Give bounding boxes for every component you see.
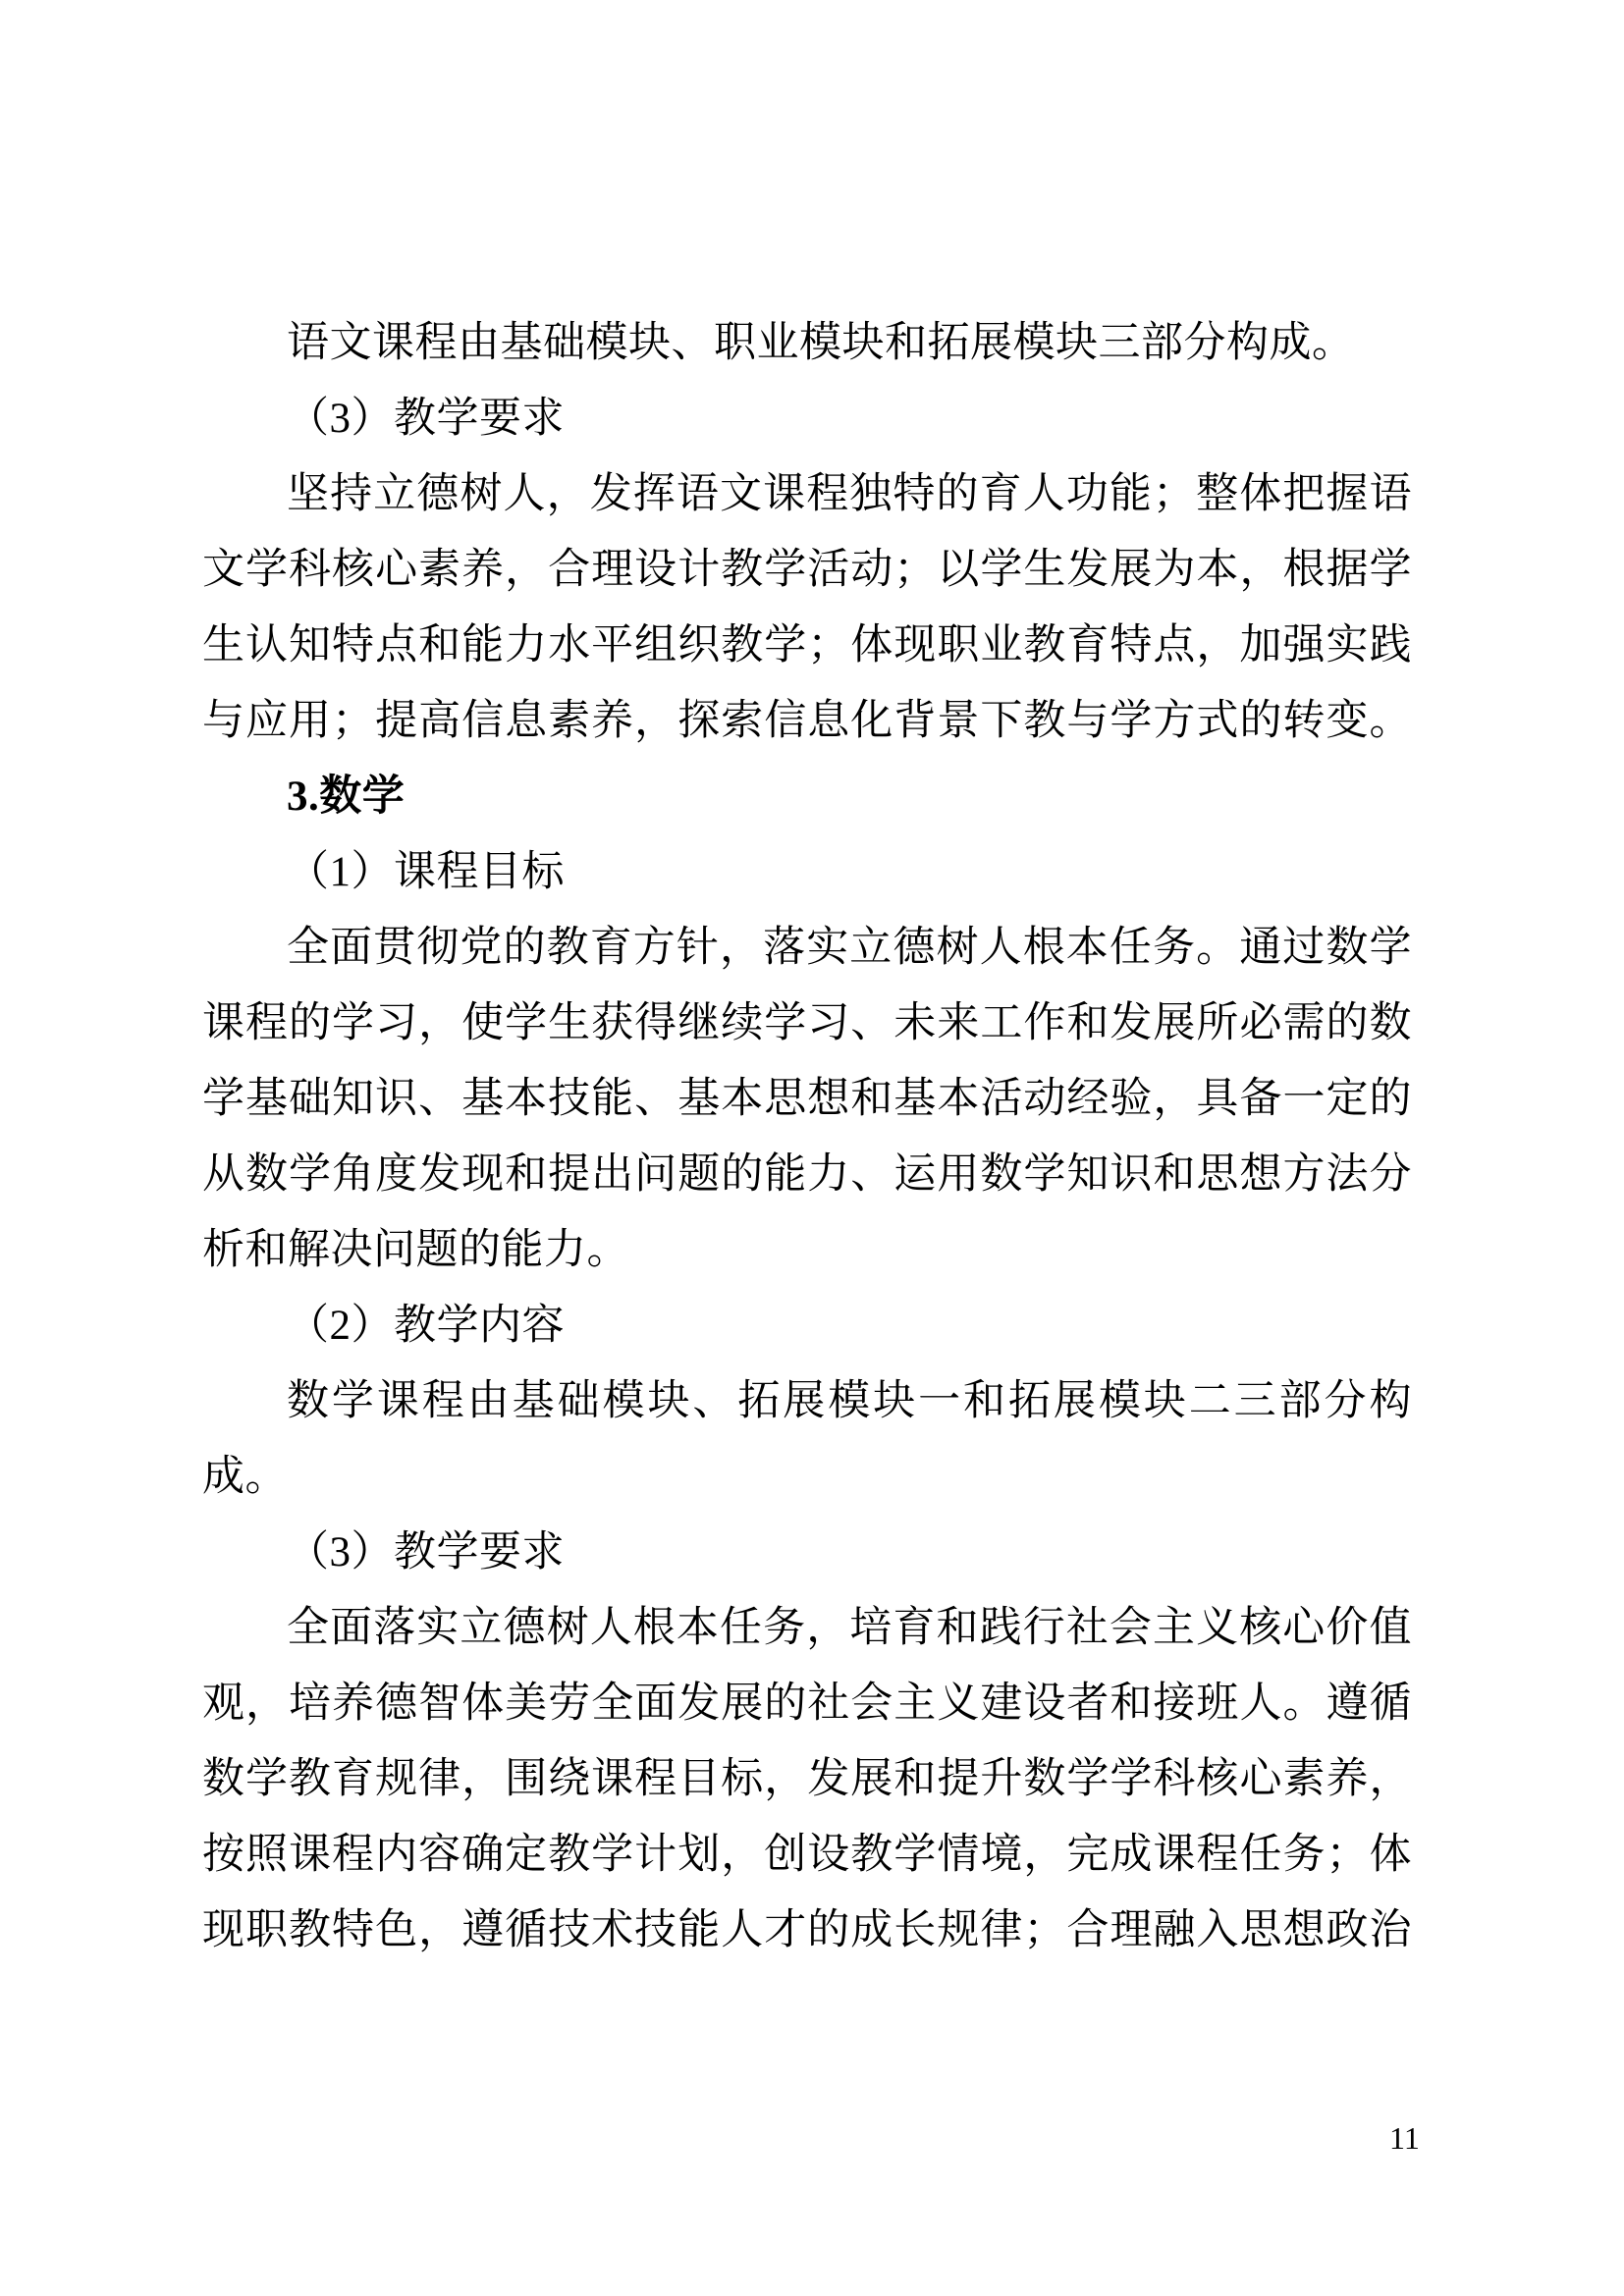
text-line: （1）课程目标 xyxy=(287,849,565,895)
text-line: 文学科核心素养，合理设计教学活动；以学生发展为本，根据学 xyxy=(202,547,1412,593)
paragraph xyxy=(202,1363,1412,1515)
paragraph xyxy=(202,305,1412,381)
text-line: 数学课程由基础模块、拓展模块一和拓展模块二三部分构 xyxy=(287,1378,1412,1424)
text-line: 坚持立德树人，发挥语文课程独特的育人功能；整体把握语 xyxy=(287,471,1412,517)
text-line: 成。 xyxy=(202,1454,288,1500)
section-heading xyxy=(202,759,1412,834)
text-line: 观，培养德智体美劳全面发展的社会主义建设者和接班人。遵循 xyxy=(202,1681,1412,1727)
document-body xyxy=(202,305,1412,1968)
text-line: 全面落实立德树人根本任务，培育和践行社会主义核心价值 xyxy=(287,1605,1412,1651)
paragraph xyxy=(202,1288,1412,1363)
paragraph xyxy=(202,834,1412,910)
text-line: （2）教学内容 xyxy=(287,1303,565,1349)
paragraph xyxy=(202,910,1412,1288)
paragraph xyxy=(202,1515,1412,1590)
text-line: 课程的学习，使学生获得继续学习、未来工作和发展所必需的数 xyxy=(202,1000,1412,1046)
text-line: 从数学角度发现和提出问题的能力、运用数学知识和思想方法分 xyxy=(202,1151,1412,1198)
text-line: 析和解决问题的能力。 xyxy=(202,1227,629,1273)
paragraph xyxy=(202,456,1412,759)
text-line: 现职教特色，遵循技术技能人才的成长规律；合理融入思想政治 xyxy=(202,1907,1412,1953)
text-line: 数学教育规律，围绕课程目标，发展和提升数学学科核心素养， xyxy=(202,1756,1412,1802)
text-line: 语文课程由基础模块、职业模块和拓展模块三部分构成。 xyxy=(287,320,1355,366)
text-line: 学基础知识、基本技能、基本思想和基本活动经验，具备一定的 xyxy=(202,1076,1412,1122)
text-line: 全面贯彻党的教育方针，落实立德树人根本任务。通过数学 xyxy=(287,925,1412,971)
text-line: 按照课程内容确定教学计划，创设教学情境，完成课程任务；体 xyxy=(202,1832,1412,1878)
text-line: （3）教学要求 xyxy=(287,1529,565,1575)
text-line: 3.数学 xyxy=(287,774,406,820)
page-number: 11 xyxy=(1389,2120,1420,2156)
text-line: 生认知特点和能力水平组织教学；体现职业教育特点，加强实践 xyxy=(202,622,1412,668)
paragraph xyxy=(202,1590,1412,1968)
paragraph xyxy=(202,381,1412,456)
text-line: 与应用；提高信息素养，探索信息化背景下教与学方式的转变。 xyxy=(202,698,1412,744)
text-line: （3）教学要求 xyxy=(287,396,565,442)
